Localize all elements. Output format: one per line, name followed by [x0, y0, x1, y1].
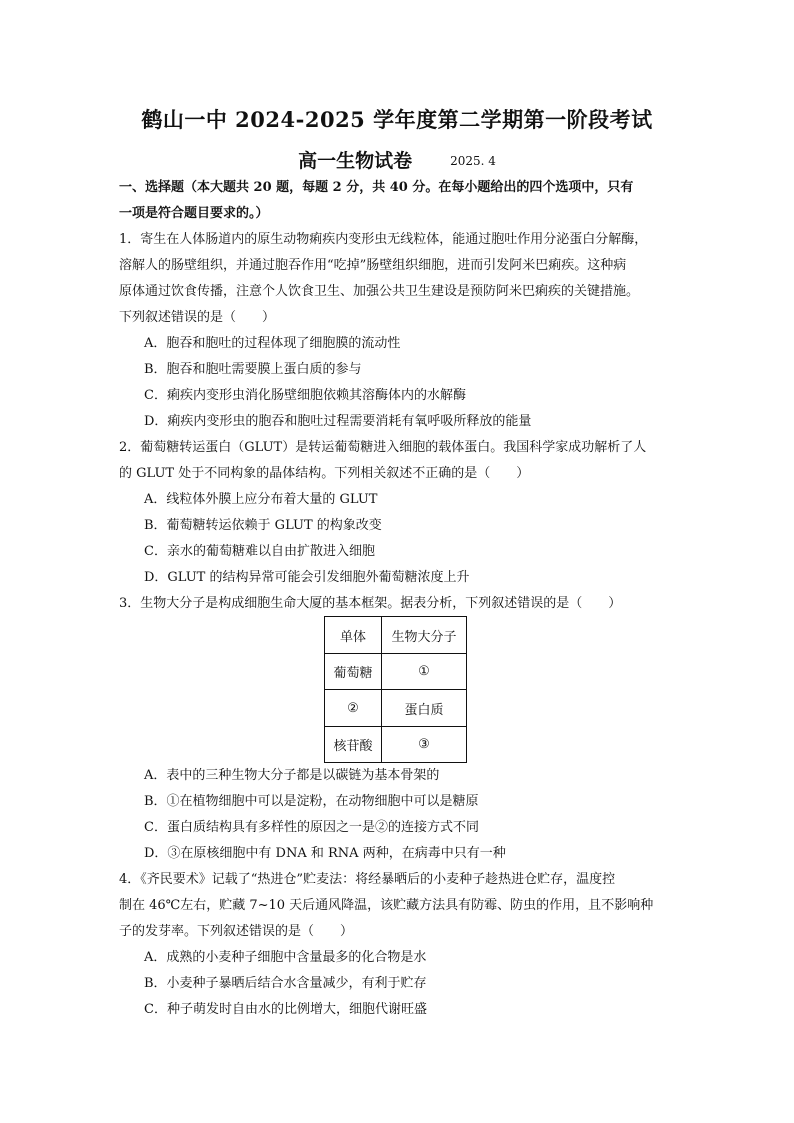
q4-stem-line: 4．《齐民要术》记载了“热进仓”贮麦法：将经暴晒后的小麦种子趁热进仓贮存，温度控 — [119, 872, 616, 887]
q2-option-d: D．GLUT 的结构异常可能会引发细胞外葡萄糖浓度上升 — [144, 570, 470, 585]
monomer-table — [324, 616, 467, 763]
table-header-cell: 单体 — [325, 617, 382, 654]
q1-stem-line: 下列叙述错误的是（ ） — [119, 310, 276, 325]
q3-option-b: B．①在植物细胞中可以是淀粉，在动物细胞中可以是糖原 — [144, 794, 479, 809]
q4-option-a: A．成熟的小麦种子细胞中含量最多的化合物是水 — [144, 950, 427, 965]
q3-option-a: A．表中的三种生物大分子都是以碳链为基本骨架的 — [144, 768, 440, 783]
q1-option-c: C．痢疾内变形虫消化肠壁细胞依赖其溶酶体内的水解酶 — [144, 388, 466, 403]
table-cell: 葡萄糖 — [325, 654, 382, 690]
exam-title: 鹤山一中 2024-2025 学年度第二学期第一阶段考试 — [141, 107, 653, 132]
exam-date: 2025. 4 — [450, 154, 496, 168]
q2-stem-line: 2．葡萄糖转运蛋白（GLUT）是转运葡萄糖进入细胞的载体蛋白。我国科学家成功解析了人 — [119, 440, 647, 455]
q4-stem-line: 子的发芽率。下列叙述错误的是（ ） — [119, 924, 354, 939]
q1-option-b: B．胞吞和胞吐需要膜上蛋白质的参与 — [144, 362, 362, 377]
q4-option-c: C．种子萌发时自由水的比例增大，细胞代谢旺盛 — [144, 1002, 427, 1017]
q2-option-a: A．线粒体外膜上应分布着大量的 GLUT — [144, 492, 378, 507]
subject-title: 高一生物试卷 — [298, 150, 413, 172]
exam-subtitle — [0, 146, 794, 173]
q4-option-b: B．小麦种子暴晒后结合水含量减少，有利于贮存 — [144, 976, 427, 991]
table-cell: ② — [325, 690, 382, 727]
q2-option-b: B．葡萄糖转运依赖于 GLUT 的构象改变 — [144, 518, 382, 533]
section-heading-line-1: 一、选择题（本大题共 20 题，每题 2 分，共 40 分。在每小题给出的四个选项中，只有 — [119, 180, 634, 195]
q3-stem-line: 3．生物大分子是构成细胞生命大厦的基本框架。据表分析，下列叙述错误的是（ ） — [119, 596, 622, 611]
q3-option-c: C．蛋白质结构具有多样性的原因之一是②的连接方式不同 — [144, 820, 479, 835]
section-heading-line-2: 一项是符合题目要求的。） — [119, 206, 269, 221]
q2-option-c: C．亲水的葡萄糖难以自由扩散进入细胞 — [144, 544, 375, 559]
table-header-cell: 生物大分子 — [382, 617, 467, 654]
q1-stem-line: 原体通过饮食传播，注意个人饮食卫生、加强公共卫生建设是预防阿米巴痢疾的关键措施。 — [119, 284, 640, 299]
q1-option-d: D．痢疾内变形虫的胞吞和胞吐过程需要消耗有氧呼吸所释放的能量 — [144, 414, 532, 429]
table-cell: 蛋白质 — [382, 690, 467, 727]
q1-option-a: A．胞吞和胞吐的过程体现了细胞膜的流动性 — [144, 336, 401, 351]
q2-stem-line: 的 GLUT 处于不同构象的晶体结构。下列相关叙述不正确的是（ ） — [119, 466, 530, 481]
table-cell: ③ — [382, 727, 467, 763]
q3-option-d: D．③在原核细胞中有 DNA 和 RNA 两种，在病毒中只有一种 — [144, 846, 506, 861]
table-cell: ① — [382, 654, 467, 690]
q1-stem-line: 1．寄生在人体肠道内的原生动物痢疾内变形虫无线粒体，能通过胞吐作用分泌蛋白分解酶， — [119, 232, 648, 247]
q1-stem-line: 溶解人的肠壁组织，并通过胞吞作用“吃掉”肠壁组织细胞，进而引发阿米巴痢疾。这种病 — [119, 258, 627, 273]
q4-stem-line: 制在 46℃左右，贮藏 7~10 天后通风降温，该贮藏方法具有防霉、防虫的作用，且不影响种 — [119, 898, 654, 913]
table-cell: 核苷酸 — [325, 727, 382, 763]
